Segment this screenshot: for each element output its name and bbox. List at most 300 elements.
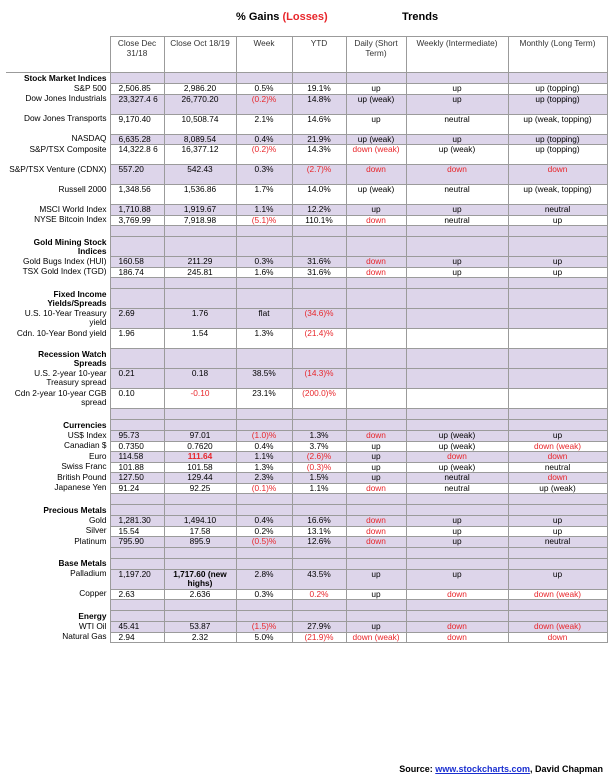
empty-cell <box>406 505 508 516</box>
cell-close-curr: 8,089.54 <box>164 134 236 145</box>
cell-monthly: up (topping) <box>508 134 607 145</box>
cell-monthly: up <box>508 526 607 537</box>
empty-cell <box>110 289 164 309</box>
empty-cell <box>110 409 164 420</box>
table-row <box>6 145 607 165</box>
cell-daily: up <box>346 589 406 600</box>
empty-cell <box>110 505 164 516</box>
table-row <box>6 537 607 548</box>
empty-cell <box>292 409 346 420</box>
report-heading <box>0 0 613 30</box>
cell-close-prev: 1,348.56 <box>110 185 164 205</box>
empty-cell <box>292 505 346 516</box>
empty-cell <box>508 278 607 289</box>
empty-cell <box>292 600 346 611</box>
cell-monthly: up (weak) <box>508 483 607 494</box>
empty-cell <box>164 409 236 420</box>
cell-monthly: up <box>508 431 607 442</box>
cell-monthly: neutral <box>508 205 607 216</box>
cell-close-prev: 557.20 <box>110 165 164 185</box>
empty-cell <box>406 611 508 622</box>
spacer-row <box>6 278 607 289</box>
cell-week: 0.4% <box>236 516 292 527</box>
table-row <box>6 309 607 329</box>
table-row <box>6 94 607 114</box>
market-summary-table <box>6 36 608 643</box>
cell-close-curr: 1,494.10 <box>164 516 236 527</box>
cell-close-prev: 0.7350 <box>110 441 164 452</box>
empty-cell <box>164 289 236 309</box>
cell-daily: down (weak) <box>346 632 406 643</box>
cell-close-prev: 6,635.28 <box>110 134 164 145</box>
empty-cell <box>406 73 508 84</box>
section-label: Base Metals <box>58 558 107 568</box>
cell-week: 0.4% <box>236 441 292 452</box>
cell-close-prev: 795.90 <box>110 537 164 548</box>
cell-weekly: up <box>406 257 508 268</box>
section-label: Currencies <box>63 419 107 430</box>
source-credit <box>399 764 603 774</box>
empty-cell <box>346 600 406 611</box>
instrument-name: S&P 500 <box>73 83 107 93</box>
cell-close-curr: 92.25 <box>164 483 236 494</box>
empty-cell <box>292 349 346 369</box>
empty-cell <box>110 73 164 84</box>
empty-cell <box>346 73 406 84</box>
cell-close-curr: 0.7620 <box>164 441 236 452</box>
instrument-name: NYSE Bitcoin Index <box>34 215 107 224</box>
cell-week: 0.3% <box>236 257 292 268</box>
instrument-name: U.S. 10-Year Treasury yield <box>24 308 107 327</box>
cell-daily: down <box>346 257 406 268</box>
cell-weekly: up <box>406 134 508 145</box>
empty-cell <box>292 611 346 622</box>
cell-daily <box>346 329 406 349</box>
instrument-name: British Pound <box>57 472 107 482</box>
cell-daily <box>346 389 406 409</box>
cell-monthly: down <box>508 473 607 484</box>
empty-cell <box>346 558 406 569</box>
empty-cell <box>164 558 236 569</box>
empty-cell <box>164 494 236 505</box>
instrument-name: MSCI World Index <box>39 204 107 214</box>
instrument-name: TSX Gold Index (TGD) <box>22 267 107 276</box>
cell-ytd: 13.1% <box>292 526 346 537</box>
empty-cell <box>406 289 508 309</box>
column-header-ytd: YTD <box>292 37 346 73</box>
cell-week: (0.2)% <box>236 145 292 165</box>
table-row <box>6 632 607 643</box>
empty-cell <box>406 558 508 569</box>
cell-monthly <box>508 309 607 329</box>
section-label: Energy <box>78 610 107 621</box>
cell-close-curr: 1,717.60 (new highs) <box>164 569 236 589</box>
cell-daily: down <box>346 526 406 537</box>
cell-close-curr: 2.636 <box>164 589 236 600</box>
empty-cell <box>508 237 607 257</box>
instrument-name: S&P/TSX Composite <box>29 144 107 154</box>
cell-ytd: 14.3% <box>292 145 346 165</box>
empty-cell <box>236 349 292 369</box>
cell-week: 1.7% <box>236 185 292 205</box>
section-row-stock-market-indices <box>6 73 607 84</box>
cell-close-prev: 2,506.85 <box>110 84 164 95</box>
cell-ytd: 12.6% <box>292 537 346 548</box>
empty-cell <box>164 420 236 431</box>
column-header-monthly: Monthly (Long Term) <box>508 37 607 73</box>
section-label: Gold Mining Stock Indices <box>33 236 107 256</box>
empty-cell <box>406 278 508 289</box>
empty-cell <box>164 505 236 516</box>
empty-cell <box>292 237 346 257</box>
cell-close-prev: 95.73 <box>110 431 164 442</box>
empty-cell <box>508 420 607 431</box>
cell-daily: down <box>346 483 406 494</box>
cell-week: 1.1% <box>236 205 292 216</box>
cell-daily <box>346 309 406 329</box>
source-prefix: Source: <box>399 764 436 774</box>
cell-ytd: 3.7% <box>292 441 346 452</box>
empty-cell <box>164 73 236 84</box>
empty-cell <box>292 558 346 569</box>
cell-week: 1.6% <box>236 267 292 278</box>
cell-daily: up <box>346 462 406 473</box>
empty-cell <box>508 226 607 237</box>
cell-weekly: neutral <box>406 473 508 484</box>
instrument-name: Russell 2000 <box>58 184 107 194</box>
empty-cell <box>164 547 236 558</box>
cell-week: 0.3% <box>236 165 292 185</box>
cell-week: 5.0% <box>236 632 292 643</box>
cell-close-prev: 114.58 <box>110 452 164 463</box>
cell-ytd: 27.9% <box>292 622 346 633</box>
cell-ytd: (21.4)% <box>292 329 346 349</box>
source-link[interactable]: www.stockcharts.com <box>435 764 530 774</box>
table-row <box>6 516 607 527</box>
cell-ytd: (2.7)% <box>292 165 346 185</box>
empty-cell <box>346 349 406 369</box>
cell-week: 23.1% <box>236 389 292 409</box>
cell-weekly: up (weak) <box>406 431 508 442</box>
cell-weekly: neutral <box>406 114 508 134</box>
cell-close-prev: 45.41 <box>110 622 164 633</box>
cell-ytd: (21.9)% <box>292 632 346 643</box>
section-label: Fixed Income Yields/Spreads <box>47 288 107 308</box>
cell-monthly <box>508 369 607 389</box>
cell-close-prev: 9,170.40 <box>110 114 164 134</box>
cell-week: 2.1% <box>236 114 292 134</box>
cell-week: (0.5)% <box>236 537 292 548</box>
cell-close-curr: -0.10 <box>164 389 236 409</box>
source-suffix: , David Chapman <box>529 764 603 774</box>
cell-monthly: down (weak) <box>508 622 607 633</box>
empty-cell <box>110 420 164 431</box>
spacer-row <box>6 600 607 611</box>
cell-week: (0.2)% <box>236 94 292 114</box>
instrument-name: Japanese Yen <box>54 483 107 492</box>
instrument-name: Cdn 2-year 10-year CGB spread <box>14 388 107 407</box>
empty-cell <box>406 349 508 369</box>
cell-monthly: up <box>508 516 607 527</box>
table-row <box>6 257 607 268</box>
empty-cell <box>508 73 607 84</box>
cell-monthly: up <box>508 215 607 226</box>
empty-cell <box>236 420 292 431</box>
cell-close-curr: 26,770.20 <box>164 94 236 114</box>
cell-close-curr: 17.58 <box>164 526 236 537</box>
column-header-close-curr: Close Oct 18/19 <box>164 37 236 73</box>
cell-week: 1.3% <box>236 329 292 349</box>
table-row <box>6 569 607 589</box>
cell-close-curr: 7,918.98 <box>164 215 236 226</box>
empty-cell <box>508 558 607 569</box>
empty-cell <box>110 547 164 558</box>
cell-close-prev: 1.96 <box>110 329 164 349</box>
cell-close-prev: 2.94 <box>110 632 164 643</box>
table-row <box>6 84 607 95</box>
empty-cell <box>346 547 406 558</box>
cell-weekly: up <box>406 516 508 527</box>
cell-weekly: up <box>406 84 508 95</box>
table-row <box>6 329 607 349</box>
cell-ytd: 16.6% <box>292 516 346 527</box>
cell-week: 2.8% <box>236 569 292 589</box>
cell-weekly: up <box>406 94 508 114</box>
instrument-name: Gold <box>88 515 107 525</box>
column-header-row <box>6 37 607 73</box>
section-label: Stock Market Indices <box>23 73 107 83</box>
cell-weekly <box>406 389 508 409</box>
cell-close-curr: 53.87 <box>164 622 236 633</box>
empty-cell <box>406 409 508 420</box>
table-row <box>6 185 607 205</box>
cell-monthly: down <box>508 165 607 185</box>
cell-daily: down <box>346 165 406 185</box>
cell-ytd: 0.2% <box>292 589 346 600</box>
cell-close-curr: 10,508.74 <box>164 114 236 134</box>
cell-ytd: 12.2% <box>292 205 346 216</box>
empty-cell <box>236 494 292 505</box>
instrument-name: Copper <box>79 589 107 598</box>
cell-ytd: 1.5% <box>292 473 346 484</box>
cell-week: (0.1)% <box>236 483 292 494</box>
cell-monthly: neutral <box>508 537 607 548</box>
table-row <box>6 114 607 134</box>
cell-ytd: 14.8% <box>292 94 346 114</box>
cell-close-curr: 895.9 <box>164 537 236 548</box>
empty-cell <box>508 505 607 516</box>
cell-close-curr: 211.29 <box>164 257 236 268</box>
empty-cell <box>236 226 292 237</box>
table-row <box>6 441 607 452</box>
table-row <box>6 267 607 278</box>
cell-close-prev: 2.63 <box>110 589 164 600</box>
cell-week: 1.1% <box>236 452 292 463</box>
empty-cell <box>406 494 508 505</box>
empty-cell <box>236 409 292 420</box>
cell-close-curr: 1,536.86 <box>164 185 236 205</box>
empty-cell <box>346 409 406 420</box>
empty-cell <box>236 237 292 257</box>
cell-close-curr: 0.18 <box>164 369 236 389</box>
cell-daily: up (weak) <box>346 134 406 145</box>
table-row <box>6 165 607 185</box>
cell-close-prev: 2.69 <box>110 309 164 329</box>
section-label: Precious Metals <box>43 504 107 515</box>
instrument-name: US$ Index <box>67 430 107 440</box>
cell-close-curr: 1.76 <box>164 309 236 329</box>
cell-weekly: down <box>406 165 508 185</box>
cell-monthly: down <box>508 632 607 643</box>
instrument-name: Platinum <box>74 536 107 546</box>
spacer-label <box>6 600 110 611</box>
instrument-name: S&P/TSX Venture (CDNX) <box>9 164 107 174</box>
cell-monthly: up (weak, topping) <box>508 185 607 205</box>
gains-heading <box>236 11 328 23</box>
empty-cell <box>406 237 508 257</box>
cell-weekly: down <box>406 622 508 633</box>
empty-cell <box>164 600 236 611</box>
empty-cell <box>110 611 164 622</box>
cell-ytd: (200.0)% <box>292 389 346 409</box>
empty-cell <box>508 547 607 558</box>
empty-cell <box>346 289 406 309</box>
cell-close-curr: 542.43 <box>164 165 236 185</box>
cell-weekly <box>406 309 508 329</box>
cell-close-prev: 3,769.99 <box>110 215 164 226</box>
cell-weekly: up (weak) <box>406 462 508 473</box>
cell-weekly <box>406 329 508 349</box>
empty-cell <box>236 611 292 622</box>
cell-daily: up <box>346 114 406 134</box>
empty-cell <box>292 289 346 309</box>
cell-ytd: (14.3)% <box>292 369 346 389</box>
empty-cell <box>346 505 406 516</box>
table-row <box>6 369 607 389</box>
cell-week: 2.3% <box>236 473 292 484</box>
spacer-label <box>6 547 110 558</box>
cell-close-prev: 1,710.88 <box>110 205 164 216</box>
empty-cell <box>164 278 236 289</box>
empty-cell <box>110 237 164 257</box>
empty-cell <box>346 494 406 505</box>
cell-weekly: up <box>406 267 508 278</box>
instrument-name: Gold Bugs Index (HUI) <box>23 256 107 266</box>
section-label: Recession Watch Spreads <box>38 348 107 368</box>
instrument-name: Palladium <box>70 569 107 578</box>
empty-cell <box>292 278 346 289</box>
table-row <box>6 134 607 145</box>
column-header-week: Week <box>236 37 292 73</box>
cell-monthly <box>508 389 607 409</box>
empty-cell <box>406 600 508 611</box>
cell-close-prev: 14,322.8 6 <box>110 145 164 165</box>
cell-close-prev: 1,281.30 <box>110 516 164 527</box>
cell-ytd: (2.6)% <box>292 452 346 463</box>
cell-monthly: down (weak) <box>508 441 607 452</box>
column-header-close-prev: Close Dec 31/18 <box>110 37 164 73</box>
cell-daily: down <box>346 537 406 548</box>
section-row-recession-watch-spreads <box>6 349 607 369</box>
cell-ytd: 31.6% <box>292 267 346 278</box>
cell-daily: down <box>346 516 406 527</box>
cell-close-prev: 101.88 <box>110 462 164 473</box>
instrument-name: Swiss Franc <box>61 462 107 471</box>
cell-monthly: up <box>508 267 607 278</box>
instrument-name: Dow Jones Industrials <box>25 94 107 103</box>
empty-cell <box>110 349 164 369</box>
empty-cell <box>508 289 607 309</box>
section-row-fixed-income-yields-spreads <box>6 289 607 309</box>
cell-close-curr: 16,377.12 <box>164 145 236 165</box>
cell-close-prev: 127.50 <box>110 473 164 484</box>
cell-daily: up <box>346 84 406 95</box>
table-row <box>6 462 607 473</box>
cell-close-curr: 1.54 <box>164 329 236 349</box>
cell-daily: up (weak) <box>346 94 406 114</box>
cell-weekly: up (weak) <box>406 145 508 165</box>
instrument-name: Cdn. 10-Year Bond yield <box>16 328 107 338</box>
empty-cell <box>346 278 406 289</box>
spacer-row <box>6 226 607 237</box>
cell-ytd: 110.1% <box>292 215 346 226</box>
instrument-name: Canadian $ <box>64 441 107 450</box>
empty-cell <box>406 420 508 431</box>
cell-close-curr: 2.32 <box>164 632 236 643</box>
empty-cell <box>236 73 292 84</box>
cell-weekly: up (weak) <box>406 441 508 452</box>
cell-monthly: neutral <box>508 462 607 473</box>
empty-cell <box>110 600 164 611</box>
empty-cell <box>292 226 346 237</box>
cell-monthly: down <box>508 452 607 463</box>
cell-ytd: 1.3% <box>292 431 346 442</box>
cell-ytd: 21.9% <box>292 134 346 145</box>
cell-week: (5.1)% <box>236 215 292 226</box>
table-row <box>6 526 607 537</box>
cell-close-prev: 0.10 <box>110 389 164 409</box>
cell-daily: up <box>346 569 406 589</box>
empty-cell <box>292 547 346 558</box>
empty-cell <box>236 289 292 309</box>
cell-daily: down <box>346 267 406 278</box>
empty-cell <box>164 349 236 369</box>
cell-weekly: neutral <box>406 215 508 226</box>
empty-cell <box>236 600 292 611</box>
empty-cell <box>406 226 508 237</box>
cell-ytd: 19.1% <box>292 84 346 95</box>
cell-daily: up <box>346 441 406 452</box>
cell-monthly: up <box>508 569 607 589</box>
empty-cell <box>346 611 406 622</box>
cell-weekly: down <box>406 452 508 463</box>
cell-close-curr: 2,986.20 <box>164 84 236 95</box>
table-row <box>6 589 607 600</box>
instrument-name: NASDAQ <box>71 134 107 143</box>
column-header-weekly: Weekly (Intermediate) <box>406 37 508 73</box>
cell-weekly: neutral <box>406 185 508 205</box>
cell-ytd: 31.6% <box>292 257 346 268</box>
empty-cell <box>236 505 292 516</box>
spacer-row <box>6 547 607 558</box>
cell-week: (1.5)% <box>236 622 292 633</box>
cell-daily <box>346 369 406 389</box>
losses-label: (Losses) <box>282 11 328 23</box>
cell-weekly: down <box>406 632 508 643</box>
cell-monthly <box>508 329 607 349</box>
cell-weekly: up <box>406 526 508 537</box>
cell-close-prev: 91.24 <box>110 483 164 494</box>
